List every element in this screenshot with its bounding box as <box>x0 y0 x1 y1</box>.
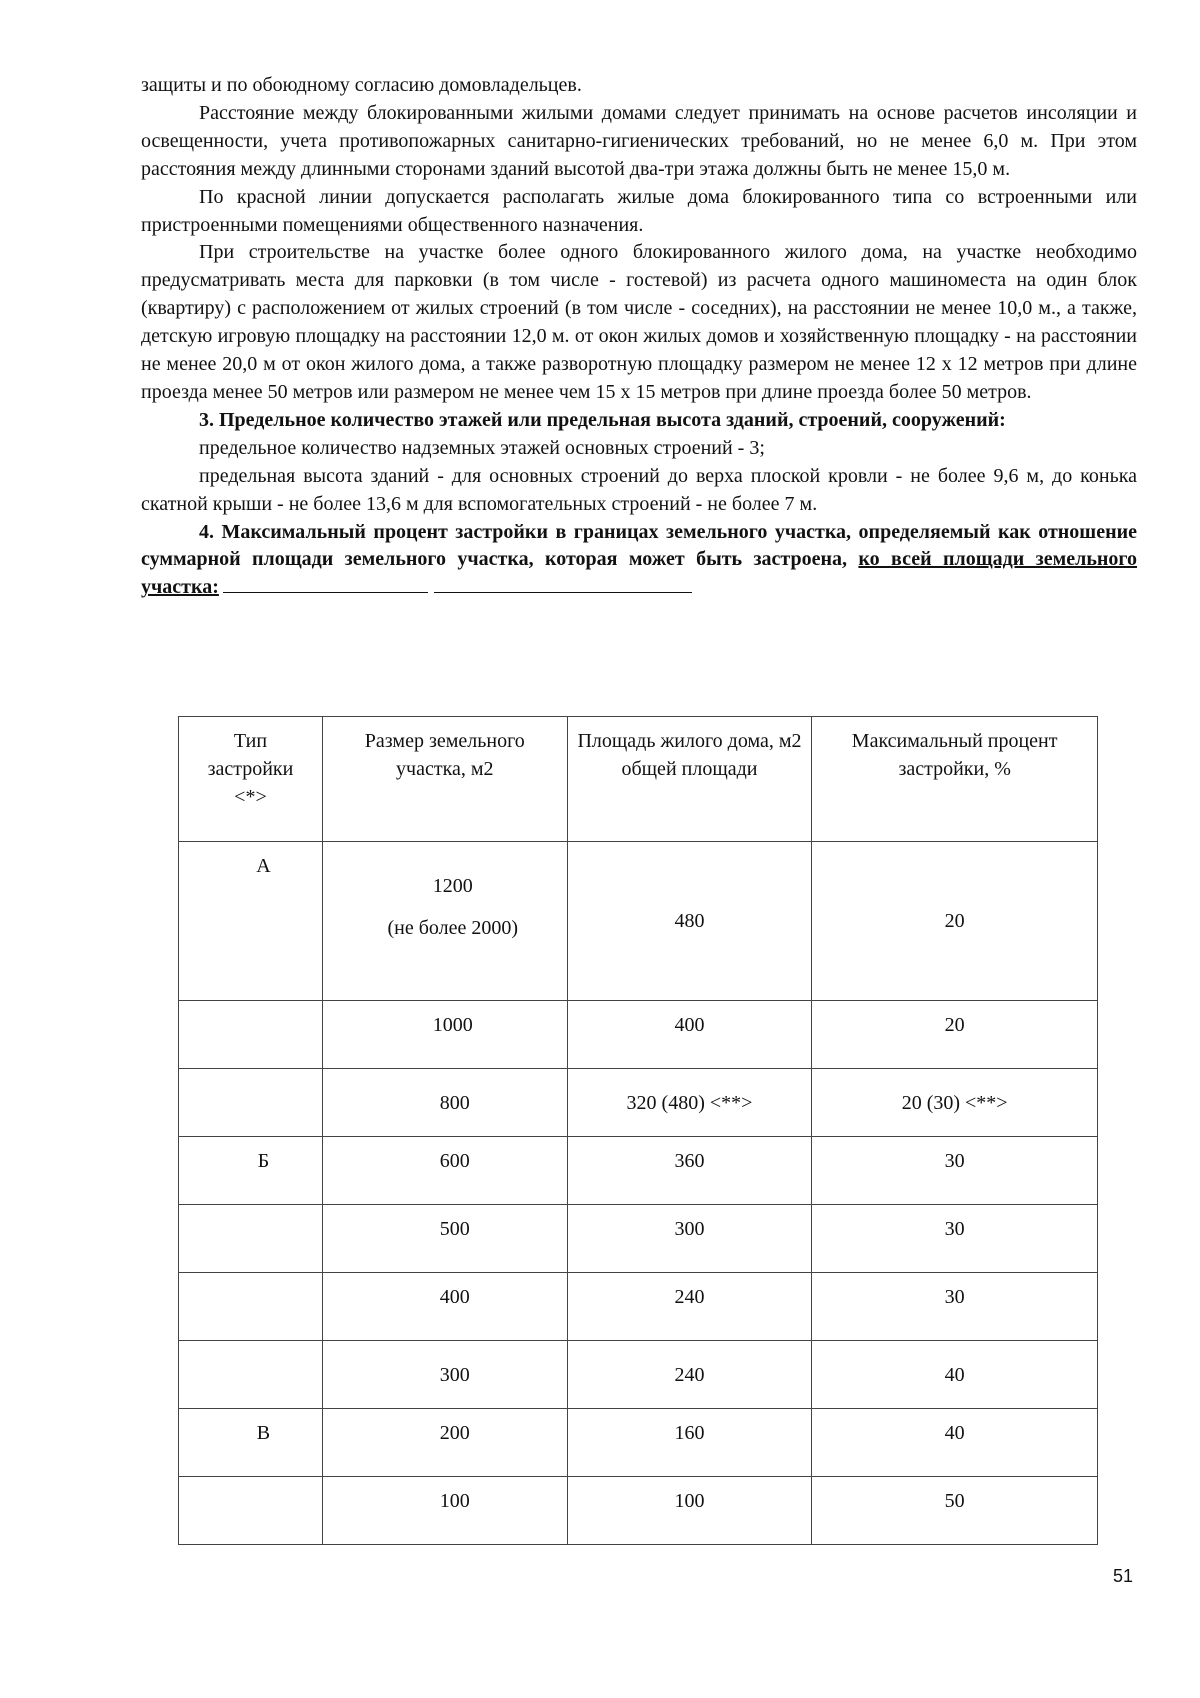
section-4-heading-main: 4. Максимальный процент застройки в границах земельного участка, определяемый как отношение суммарной площади земельного участка, которая может быть застроена, <box>141 520 1137 571</box>
size-cell: 1000 <box>322 1001 567 1069</box>
percent-cell: 30 <box>812 1273 1098 1341</box>
table-row <box>179 1273 1098 1341</box>
size-cell: 600 <box>322 1137 567 1205</box>
size-cell <box>322 842 567 1001</box>
section-3-heading: 3. Предельное количество этажей или предельная высота зданий, строений, сооружений: <box>199 408 1006 431</box>
underline-fill <box>223 574 428 593</box>
type-cell: В <box>179 1409 323 1477</box>
percent-cell: 30 <box>812 1205 1098 1273</box>
section-4-heading <box>141 519 1137 603</box>
size-cell: 400 <box>322 1273 567 1341</box>
type-cell: А <box>179 842 323 1001</box>
table-header-row <box>179 717 1098 842</box>
header-cell: Размер земельного участка, м2 <box>322 717 567 842</box>
percent-cell: 20 <box>812 842 1098 1001</box>
table-row <box>179 1069 1098 1137</box>
type-cell <box>179 1205 323 1273</box>
type-cell <box>179 1341 323 1409</box>
building-percentage-table <box>178 716 1098 1545</box>
area-cell: 300 <box>567 1205 812 1273</box>
percent-cell: 20 (30) <**> <box>812 1069 1098 1137</box>
table-row <box>179 1409 1098 1477</box>
size-cell: 300 <box>322 1341 567 1409</box>
table-row <box>179 1341 1098 1409</box>
type-cell <box>179 1069 323 1137</box>
header-cell: Максимальный процент застройки, % <box>812 717 1098 842</box>
underline-fill <box>434 574 692 593</box>
size-cell: 800 <box>322 1069 567 1137</box>
document-body <box>141 72 1137 602</box>
table-row <box>179 1137 1098 1205</box>
area-cell: 480 <box>567 842 812 1001</box>
area-cell: 240 <box>567 1341 812 1409</box>
percent-cell: 40 <box>812 1409 1098 1477</box>
area-cell: 320 (480) <**> <box>567 1069 812 1137</box>
type-cell: Б <box>179 1137 323 1205</box>
area-cell: 100 <box>567 1477 812 1545</box>
percent-cell: 50 <box>812 1477 1098 1545</box>
percent-cell: 40 <box>812 1341 1098 1409</box>
table-row <box>179 1477 1098 1545</box>
percent-cell: 30 <box>812 1137 1098 1205</box>
size-cell: 500 <box>322 1205 567 1273</box>
section-3-item: предельное количество надземных этажей основных строений - 3; <box>199 436 765 459</box>
header-cell: Тип застройки <*> <box>179 717 323 842</box>
type-cell <box>179 1001 323 1069</box>
section-3-item: предельная высота зданий - для основных строений до верха плоской кровли - не более 9,6 м, до конька скатной крыши - не более 13,6 м для вспомогательных строений - не более 7 м. <box>141 464 1137 515</box>
type-cell <box>179 1273 323 1341</box>
percent-cell: 20 <box>812 1001 1098 1069</box>
area-cell: 360 <box>567 1137 812 1205</box>
size-cell: 100 <box>322 1477 567 1545</box>
area-cell: 160 <box>567 1409 812 1477</box>
paragraph: При строительстве на участке более одного блокированного жилого дома, на участке необходимо предусматривать места для парковки (в том числе - гостевой) из расчета одного машиноместа на один блок (квартиру) с расположением от жилых строений (в том числе - соседних), на расстоянии не менее 10,0 м., а также, детскую игровую площадку на расстоянии 12,0 м. от окон жилых домов и хозяйственную площадку - на расстоянии не менее 20,0 м от окон жилого дома, а также разворотную площадку размером не менее 12 х 12 метров при длине проезда менее 50 метров или размером не менее чем 15 х 15 метров при длине проезда более 50 метров. <box>141 241 1137 403</box>
section-4-heading-underlined: ко всей площади земельного участка: <box>141 548 1138 599</box>
size-cell: 200 <box>322 1409 567 1477</box>
header-cell: Площадь жилого дома, м2 общей площади <box>567 717 812 842</box>
table-row <box>179 842 1098 1001</box>
page-number: 51 <box>1113 1566 1134 1586</box>
paragraph: защиты и по обоюдному согласию домовладельцев. <box>141 74 582 96</box>
area-cell: 240 <box>567 1273 812 1341</box>
paragraph: По красной линии допускается располагать жилые дома блокированного типа со встроенными или пристроенными помещениями общественного назначения. <box>141 185 1137 236</box>
type-cell <box>179 1477 323 1545</box>
table-row <box>179 1001 1098 1069</box>
size-value: 1200 <box>432 875 473 897</box>
size-note: (не более 2000) <box>387 917 519 939</box>
area-cell: 400 <box>567 1001 812 1069</box>
table-row <box>179 1205 1098 1273</box>
paragraph: Расстояние между блокированными жилыми домами следует принимать на основе расчетов инсоляции и освещенности, учета противопожарных санитарно-гигиенических требований, но не менее 6,0 м. При этом расстояния между длинными сторонами зданий высотой два-три этажа должны быть не менее 15,0 м. <box>141 101 1137 180</box>
